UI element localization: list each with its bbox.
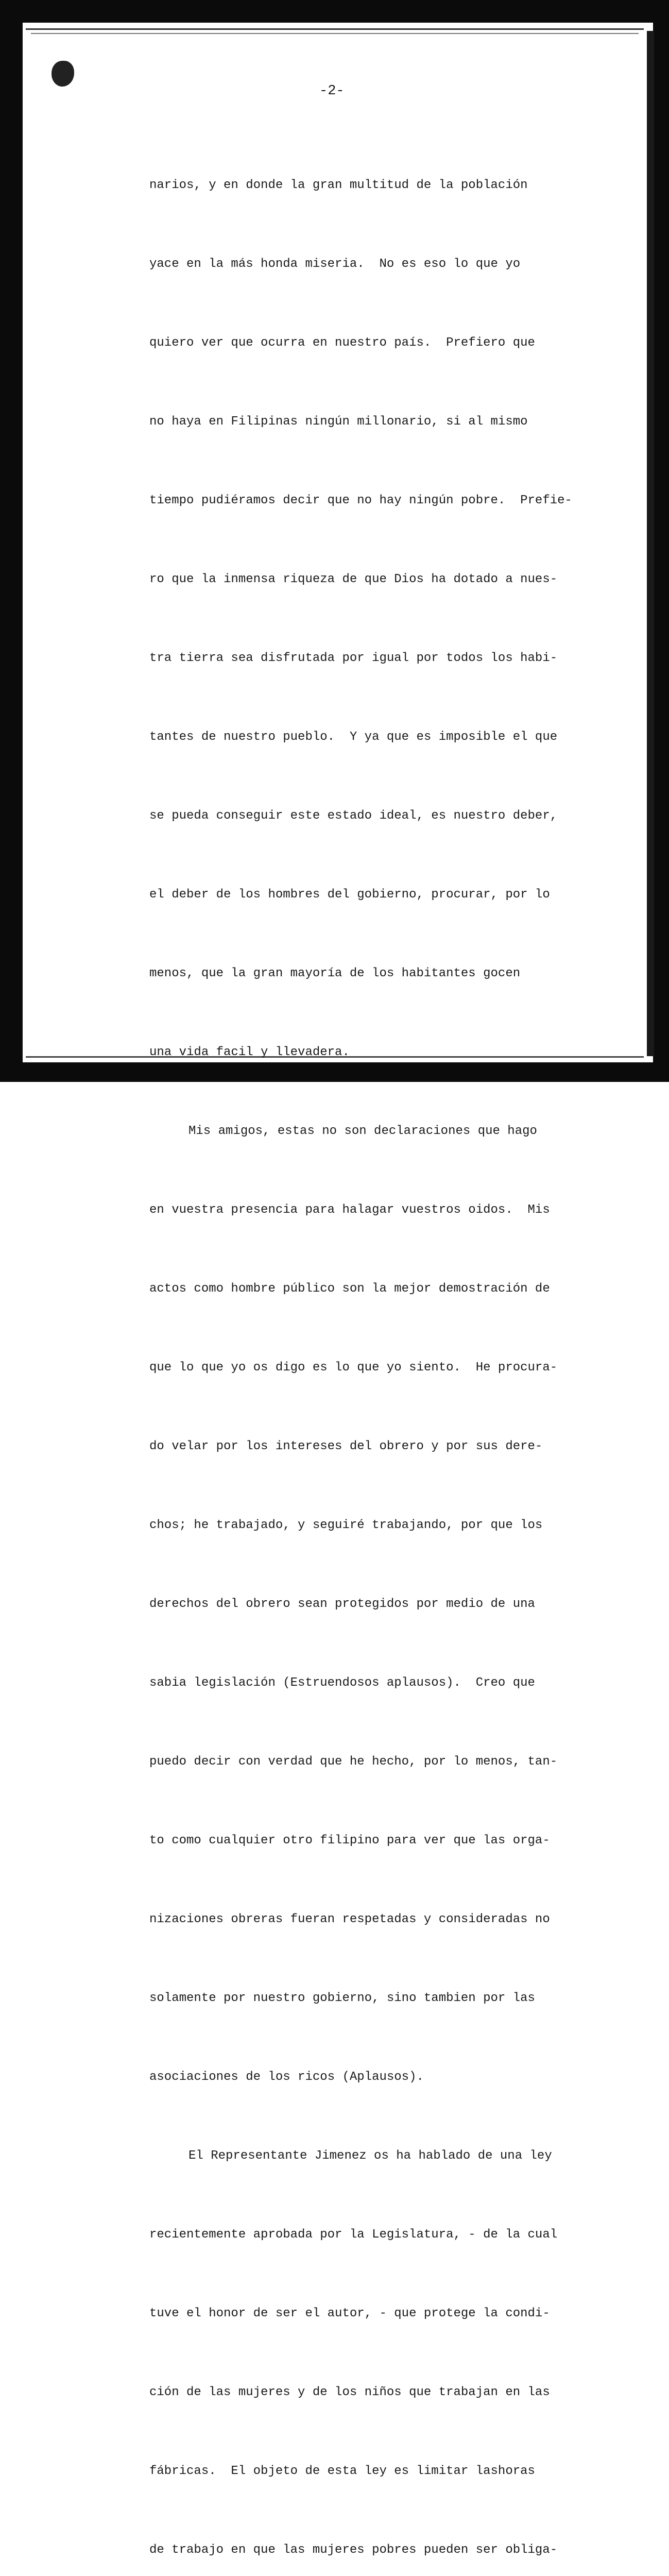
text-line: chos; he trabajado, y seguiré trabajando, por que los [149,1518,543,1532]
text-line: solamente por nuestro gobierno, sino tambien por las [149,1991,535,2005]
text-line: actos como hombre público son la mejor demostración de [149,1282,550,1296]
paper-top-edge-underlay [31,33,639,34]
text-line: tuve el honor de ser el autor, - que protege la condi- [149,2307,550,2320]
text-line: derechos del obrero sean protegidos por medio de una [149,1597,535,1611]
text-line: no haya en Filipinas ningún millonario, si al mismo [149,415,528,429]
paragraph-start-line: Mis amigos, estas no son declaraciones que hago [188,1124,537,1138]
text-line: menos, que la gran mayoría de los habitantes gocen [149,967,521,980]
text-line: tiempo pudiéramos decir que no hay ningún pobre. Prefie- [149,494,572,507]
text-line: ro que la inmensa riqueza de que Dios ha dotado a nues- [149,572,558,586]
text-line: tra tierra sea disfrutada por igual por todos los habi- [149,651,558,665]
scan-border-top [0,0,669,23]
text-line: de trabajo en que las mujeres pobres pueden ser obliga- [149,2543,558,2557]
text-line: puedo decir con verdad que he hecho, por lo menos, tan- [149,1755,558,1769]
text-line: en vuestra presencia para halagar vuestros oidos. Mis [149,1203,550,1217]
text-line: una vida facil y llevadera. [149,1045,350,1059]
text-line: quiero ver que ocurra en nuestro país. Prefiero que [149,336,535,350]
text-line: yace en la más honda miseria. No es eso lo que yo [149,257,521,271]
scan-border-left [0,0,23,1082]
ink-blot-mark [52,61,74,87]
text-line: do velar por los intereses del obrero y por sus dere- [149,1439,543,1453]
text-line: tantes de nuestro pueblo. Y ya que es imposible el que [149,730,558,744]
text-line: sabia legislación (Estruendosos aplausos). Creo que [149,1676,535,1690]
text-line: recientemente aprobada por la Legislatura, - de la cual [149,2228,558,2242]
text-line: ción de las mujeres y de los niños que trabajan en las [149,2385,550,2399]
paragraph-start-line: El Representante Jimenez os ha hablado de una ley [188,2149,552,2163]
paper-edge-shadow [647,31,654,1056]
page-number: -2- [319,83,345,99]
scan-border-right [653,0,669,1082]
text-line: nizaciones obreras fueran respetadas y consideradas no [149,1912,550,1926]
text-line: narios, y en donde la gran multitud de la población [149,178,528,192]
typescript-body [149,120,592,2576]
text-line: el deber de los hombres del gobierno, procurar, por lo [149,888,550,902]
paper-top-edge [26,28,644,30]
text-line: asociaciones de los ricos (Aplausos). [149,2070,424,2084]
text-line: to como cualquier otro filipino para ver que las orga- [149,1834,550,1848]
text-line: que lo que yo os digo es lo que yo siento. He procura- [149,1361,558,1375]
text-line: fábricas. El objeto de esta ley es limitar lashoras [149,2464,535,2478]
text-line: se pueda conseguir este estado ideal, es nuestro deber, [149,809,558,823]
